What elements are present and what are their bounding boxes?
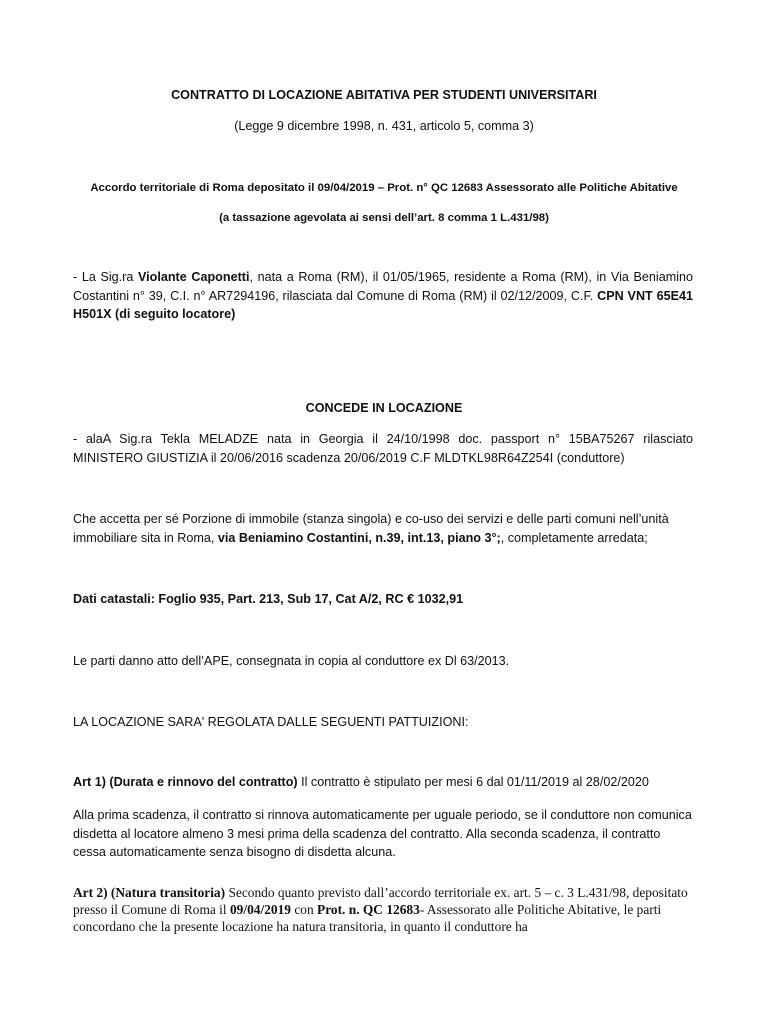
- conduttore-paragraph: - alaA Sig.ra Tekla MELADZE nata in Georgia il 24/10/1998 doc. passport n° 15BA75267 rilasciato MINISTERO GIUSTIZIA il 20/06/2016 scadenza 20/06/2019 C.F MLDTKL98R64Z254I (conduttore): [73, 432, 693, 465]
- locatore-cf: CPN VNT 65E41 H501X (di seguito locatore): [73, 288, 693, 321]
- locatore-name: Violante Caponetti: [138, 270, 250, 284]
- locatore-paragraph: [73, 268, 693, 324]
- accetta-end: , completamente arredata;: [500, 530, 648, 545]
- ape-line: Le parti danno atto dell’APE, consegnata in copia al conduttore ex Dl 63/2013.: [73, 654, 510, 668]
- art1-label: Art 1) (Durata e rinnovo del contratto): [73, 775, 298, 789]
- art1-text: Il contratto è stipulato per mesi 6 dal 01/11/2019 al 28/02/2020: [297, 775, 649, 789]
- art2-prot: Prot. n. QC 12683: [317, 902, 420, 917]
- art2-label: Art 2) (Natura transitoria): [73, 885, 226, 900]
- concede-heading: CONCEDE IN LOCAZIONE: [305, 401, 463, 415]
- contract-subtitle: (Legge 9 dicembre 1998, n. 431, articolo 5, comma 3): [234, 119, 534, 133]
- dati-catastali: Dati catastali: Foglio 935, Part. 213, Sub 17, Cat A/2, RC € 1032,91: [73, 592, 464, 606]
- locatore-details: , nata a Roma (RM), il 01/05/1965, residente a Roma (RM), in Via Beniamino Costantini n° 39, C.I. n° AR7294196, rilasciata dal Comune di Roma (RM) il 02/12/2009, C.F.: [73, 270, 694, 303]
- art1-heading: [73, 773, 693, 792]
- art2-date: 09/04/2019: [229, 902, 291, 917]
- contract-title: CONTRATTO DI LOCAZIONE ABITATIVA PER STUDENTI UNIVERSITARI: [171, 88, 597, 102]
- immobile-address: via Beniamino Costantini, n.39, int.13, piano 3°;: [217, 530, 501, 545]
- accetta-intro: Che accetta per sé Porzione di immobile (stanza singola) e co-uso dei servizi e delle parti comuni nell’unità immobiliare sita in Roma,: [73, 512, 669, 545]
- accordo-line: Accordo territoriale di Roma depositato il 09/04/2019 – Prot. n° QC 12683 Assessorato alle Politiche Abitative: [90, 182, 678, 194]
- art2-text-1: Secondo quanto previsto dall’accordo territoriale ex. art. 5 – c. 3 L.431/98, depositato presso il Comune di Roma il: [73, 885, 688, 917]
- regolata-heading: LA LOCAZIONE SARA' REGOLATA DALLE SEGUENTI PATTUIZIONI:: [73, 715, 469, 729]
- tassazione-line: (a tassazione agevolata ai sensi dell’art. 8 comma 1 L.431/98): [219, 212, 549, 224]
- art2-text-3: - Assessorato alle Politiche Abitative, le parti concordano che la presente locazione ha natura transitoria, in quanto il conduttore ha: [73, 902, 662, 934]
- art1-paragraph: Alla prima scadenza, il contratto si rinnova automaticamente per uguale periodo, se il conduttore non comunica disdetta al locatore almeno 3 mesi prima della scadenza del contratto. Alla seconda scadenza, il contratto cessa automaticamente senza bisogno di disdetta alcuna.: [73, 808, 692, 859]
- art2-paragraph: [73, 884, 693, 935]
- art2-text-2: con: [290, 902, 318, 917]
- accetta-paragraph: [73, 510, 693, 547]
- locatore-intro: - La Sig.ra: [73, 270, 138, 284]
